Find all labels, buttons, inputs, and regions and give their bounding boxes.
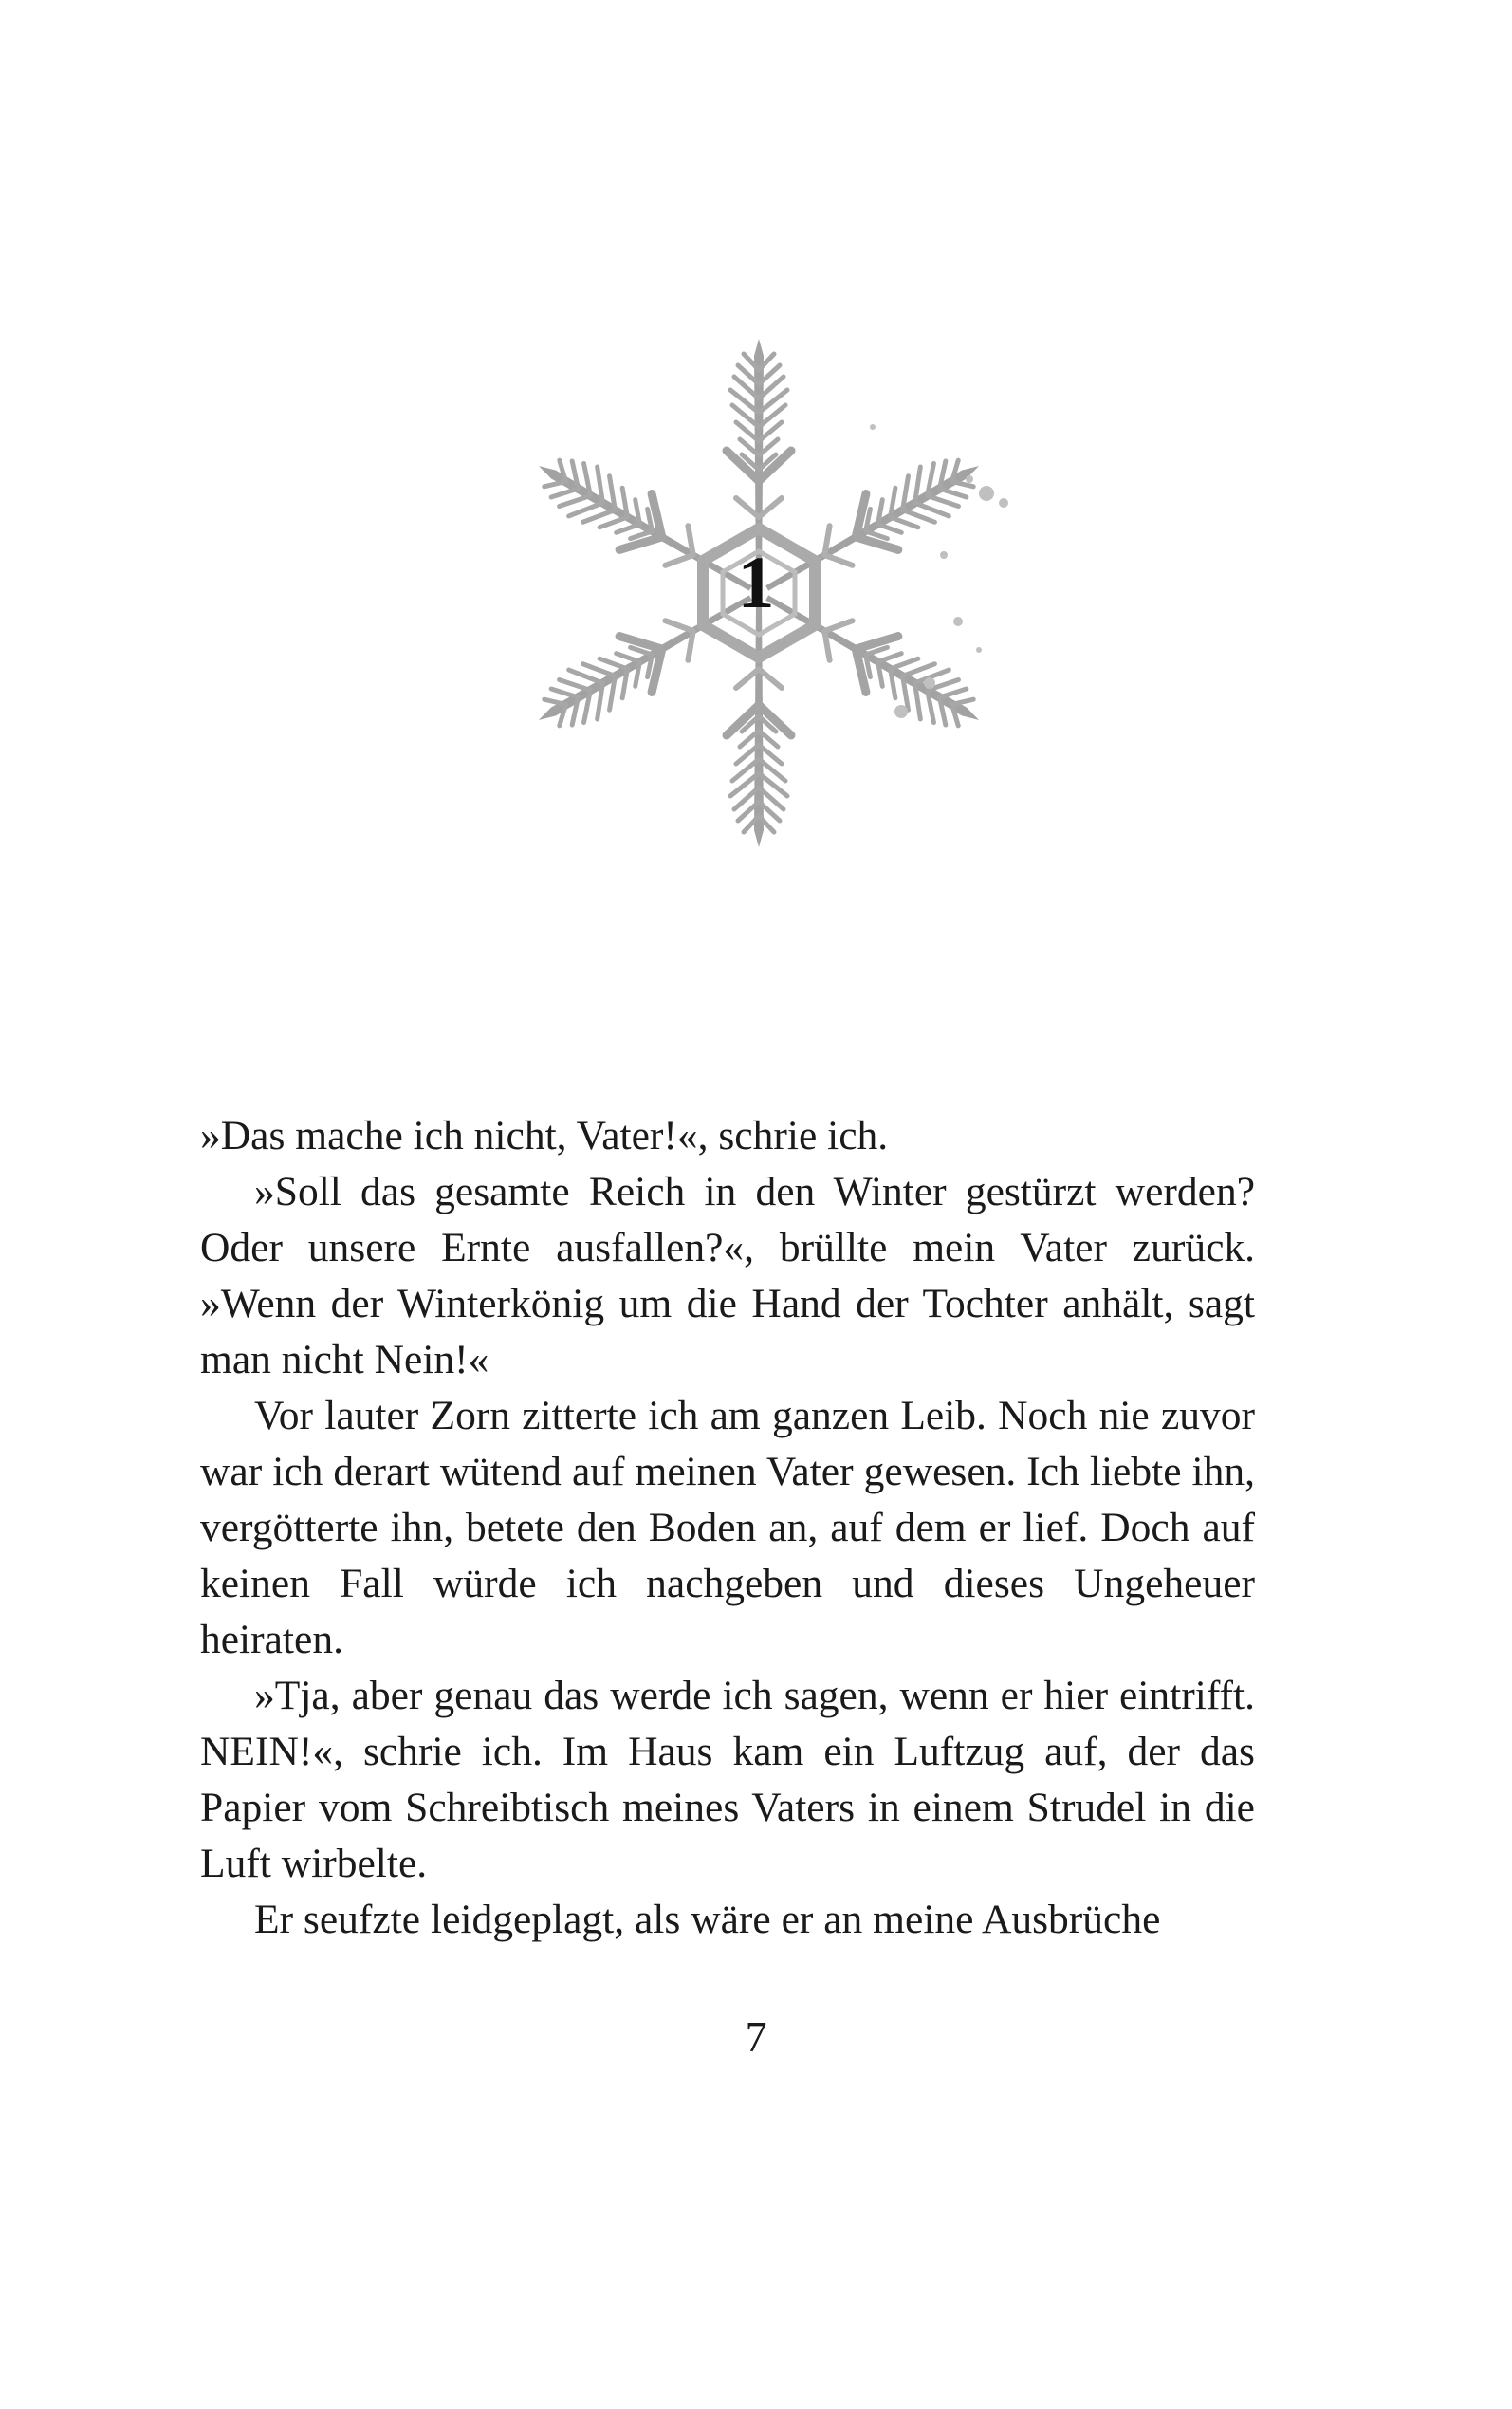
paragraph: »Soll das gesamte Reich in den Winter gestürzt werden? Oder unsere Ernte ausfallen?«, brüllte mein Vater zurück. »Wenn der Winterkönig um die Hand der Tochter anhält, sagt man nicht Nein!« — [200, 1169, 1255, 1382]
paragraph: »Das mache ich nicht, Vater!«, schrie ich. — [200, 1113, 889, 1158]
chapter-number: 1 — [737, 541, 775, 623]
paragraph: Vor lauter Zorn zitterte ich am ganzen Leib. Noch nie zuvor war ich derart wütend auf meinen Vater gewesen. Ich liebte ihn, vergötterte ihn, betete den Boden an, auf dem er lief. Doch auf keinen Fall würde ich nachgeben und dieses Ungeheuer heiraten. — [200, 1393, 1255, 1662]
chapter-body — [200, 1108, 1255, 1948]
paragraph: »Tja, aber genau das werde ich sagen, wenn er hier eintrifft. NEIN!«, schrie ich. Im Haus kam ein Luftzug auf, der das Papier vom Schreibtisch meines Vaters in einem Strudel in die Luft wirbelte. — [200, 1673, 1255, 1886]
page-number: 7 — [745, 2012, 767, 2061]
paragraph: Er seufzte leidgeplagt, als wäre er an meine Ausbrüche — [254, 1897, 1161, 1942]
